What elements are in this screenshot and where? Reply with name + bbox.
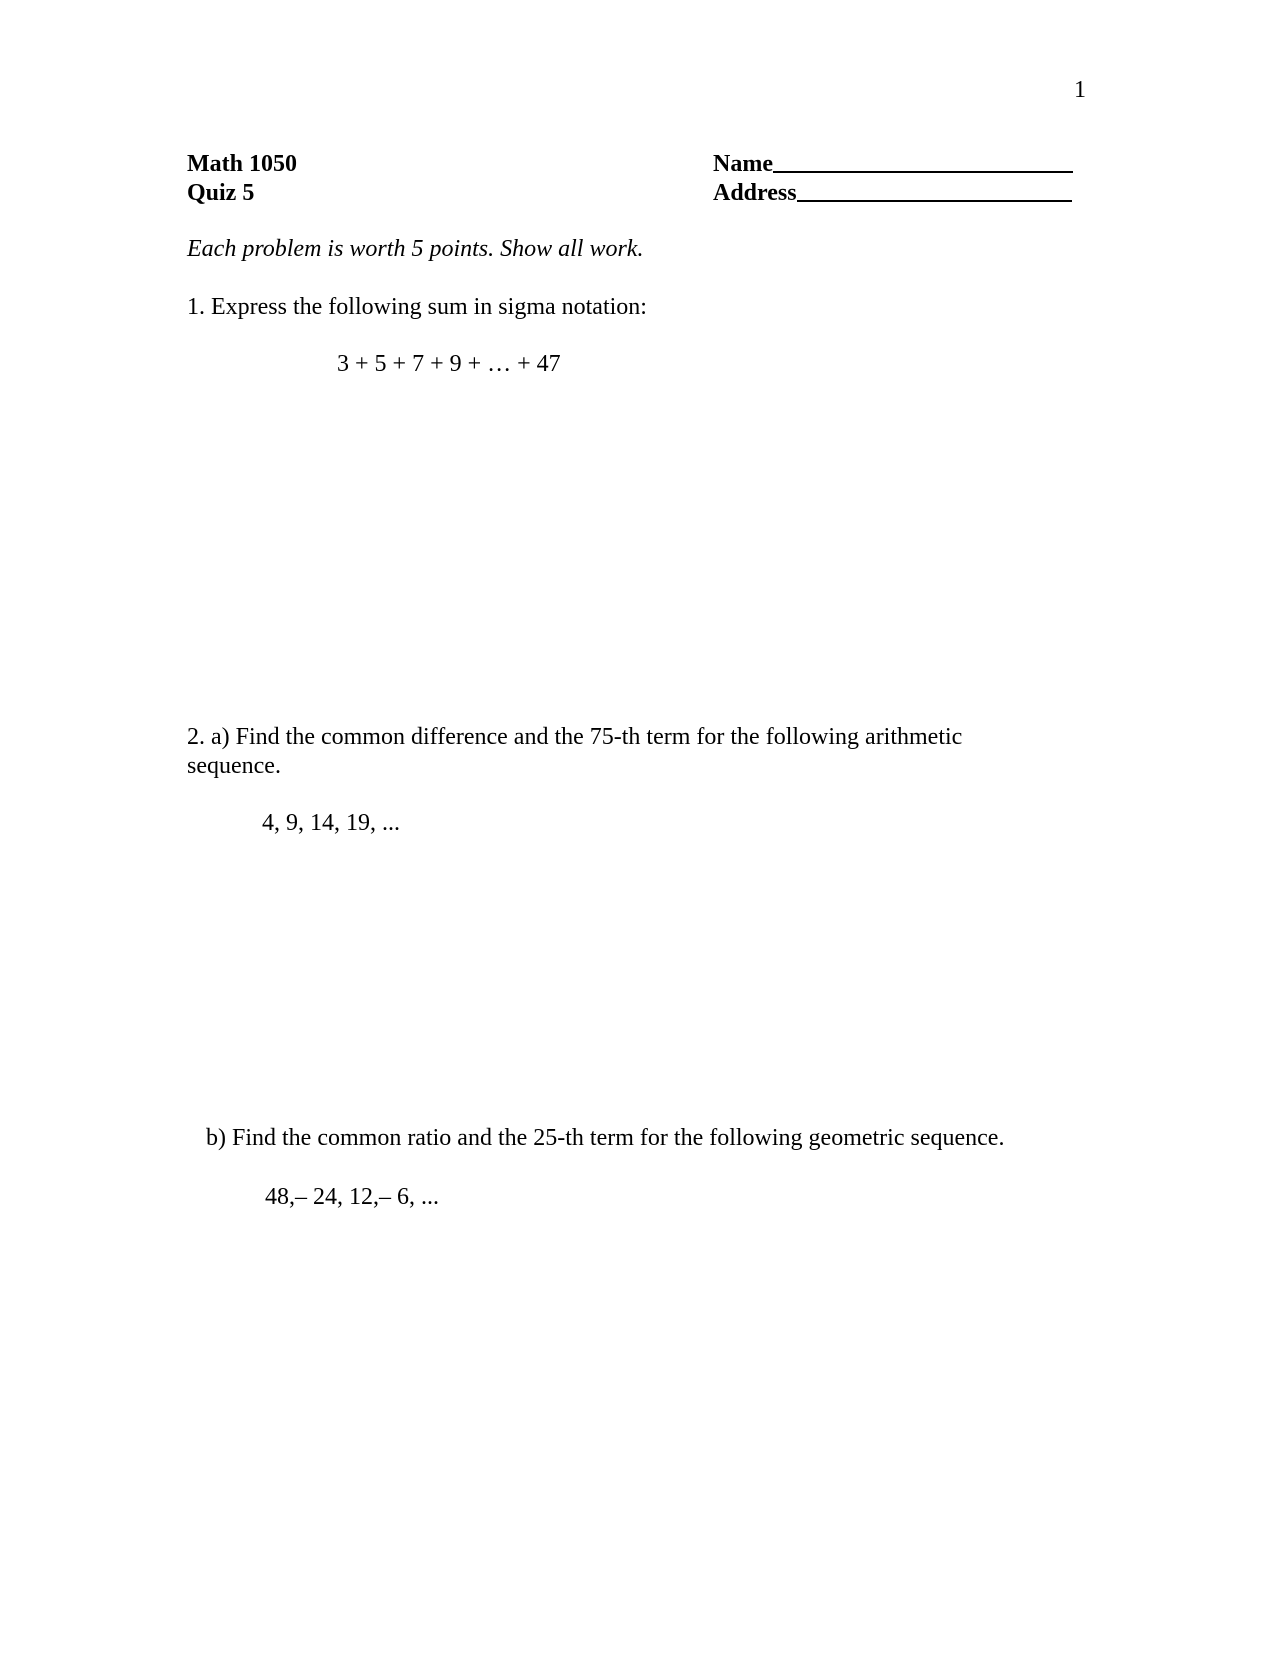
course-title: Math 1050 [187,151,297,177]
address-field[interactable] [713,181,1072,205]
question-2a-text-line-1: 2. a) Find the common difference and the 75-th term for the following arithmetic [187,724,963,750]
question-2a-expression: 4, 9, 14, 19, ... [262,810,400,836]
address-blank-line[interactable] [797,200,1072,202]
quiz-title: Quiz 5 [187,180,255,206]
address-label: Address [713,180,797,206]
page-number: 1 [1074,77,1086,103]
question-2a-text-line-2: sequence. [187,753,281,779]
question-2b-text: b) Find the common ratio and the 25-th term for the following geometric sequence. [206,1125,1005,1151]
name-blank-line[interactable] [773,171,1073,173]
question-1-expression: 3 + 5 + 7 + 9 + … + 47 [337,351,561,377]
name-field[interactable] [713,152,1073,176]
question-2b-expression: 48,– 24, 12,– 6, ... [265,1184,439,1210]
question-1-text: 1. Express the following sum in sigma notation: [187,294,647,320]
name-label: Name [713,151,773,177]
instructions-text: Each problem is worth 5 points. Show all work. [187,236,644,262]
